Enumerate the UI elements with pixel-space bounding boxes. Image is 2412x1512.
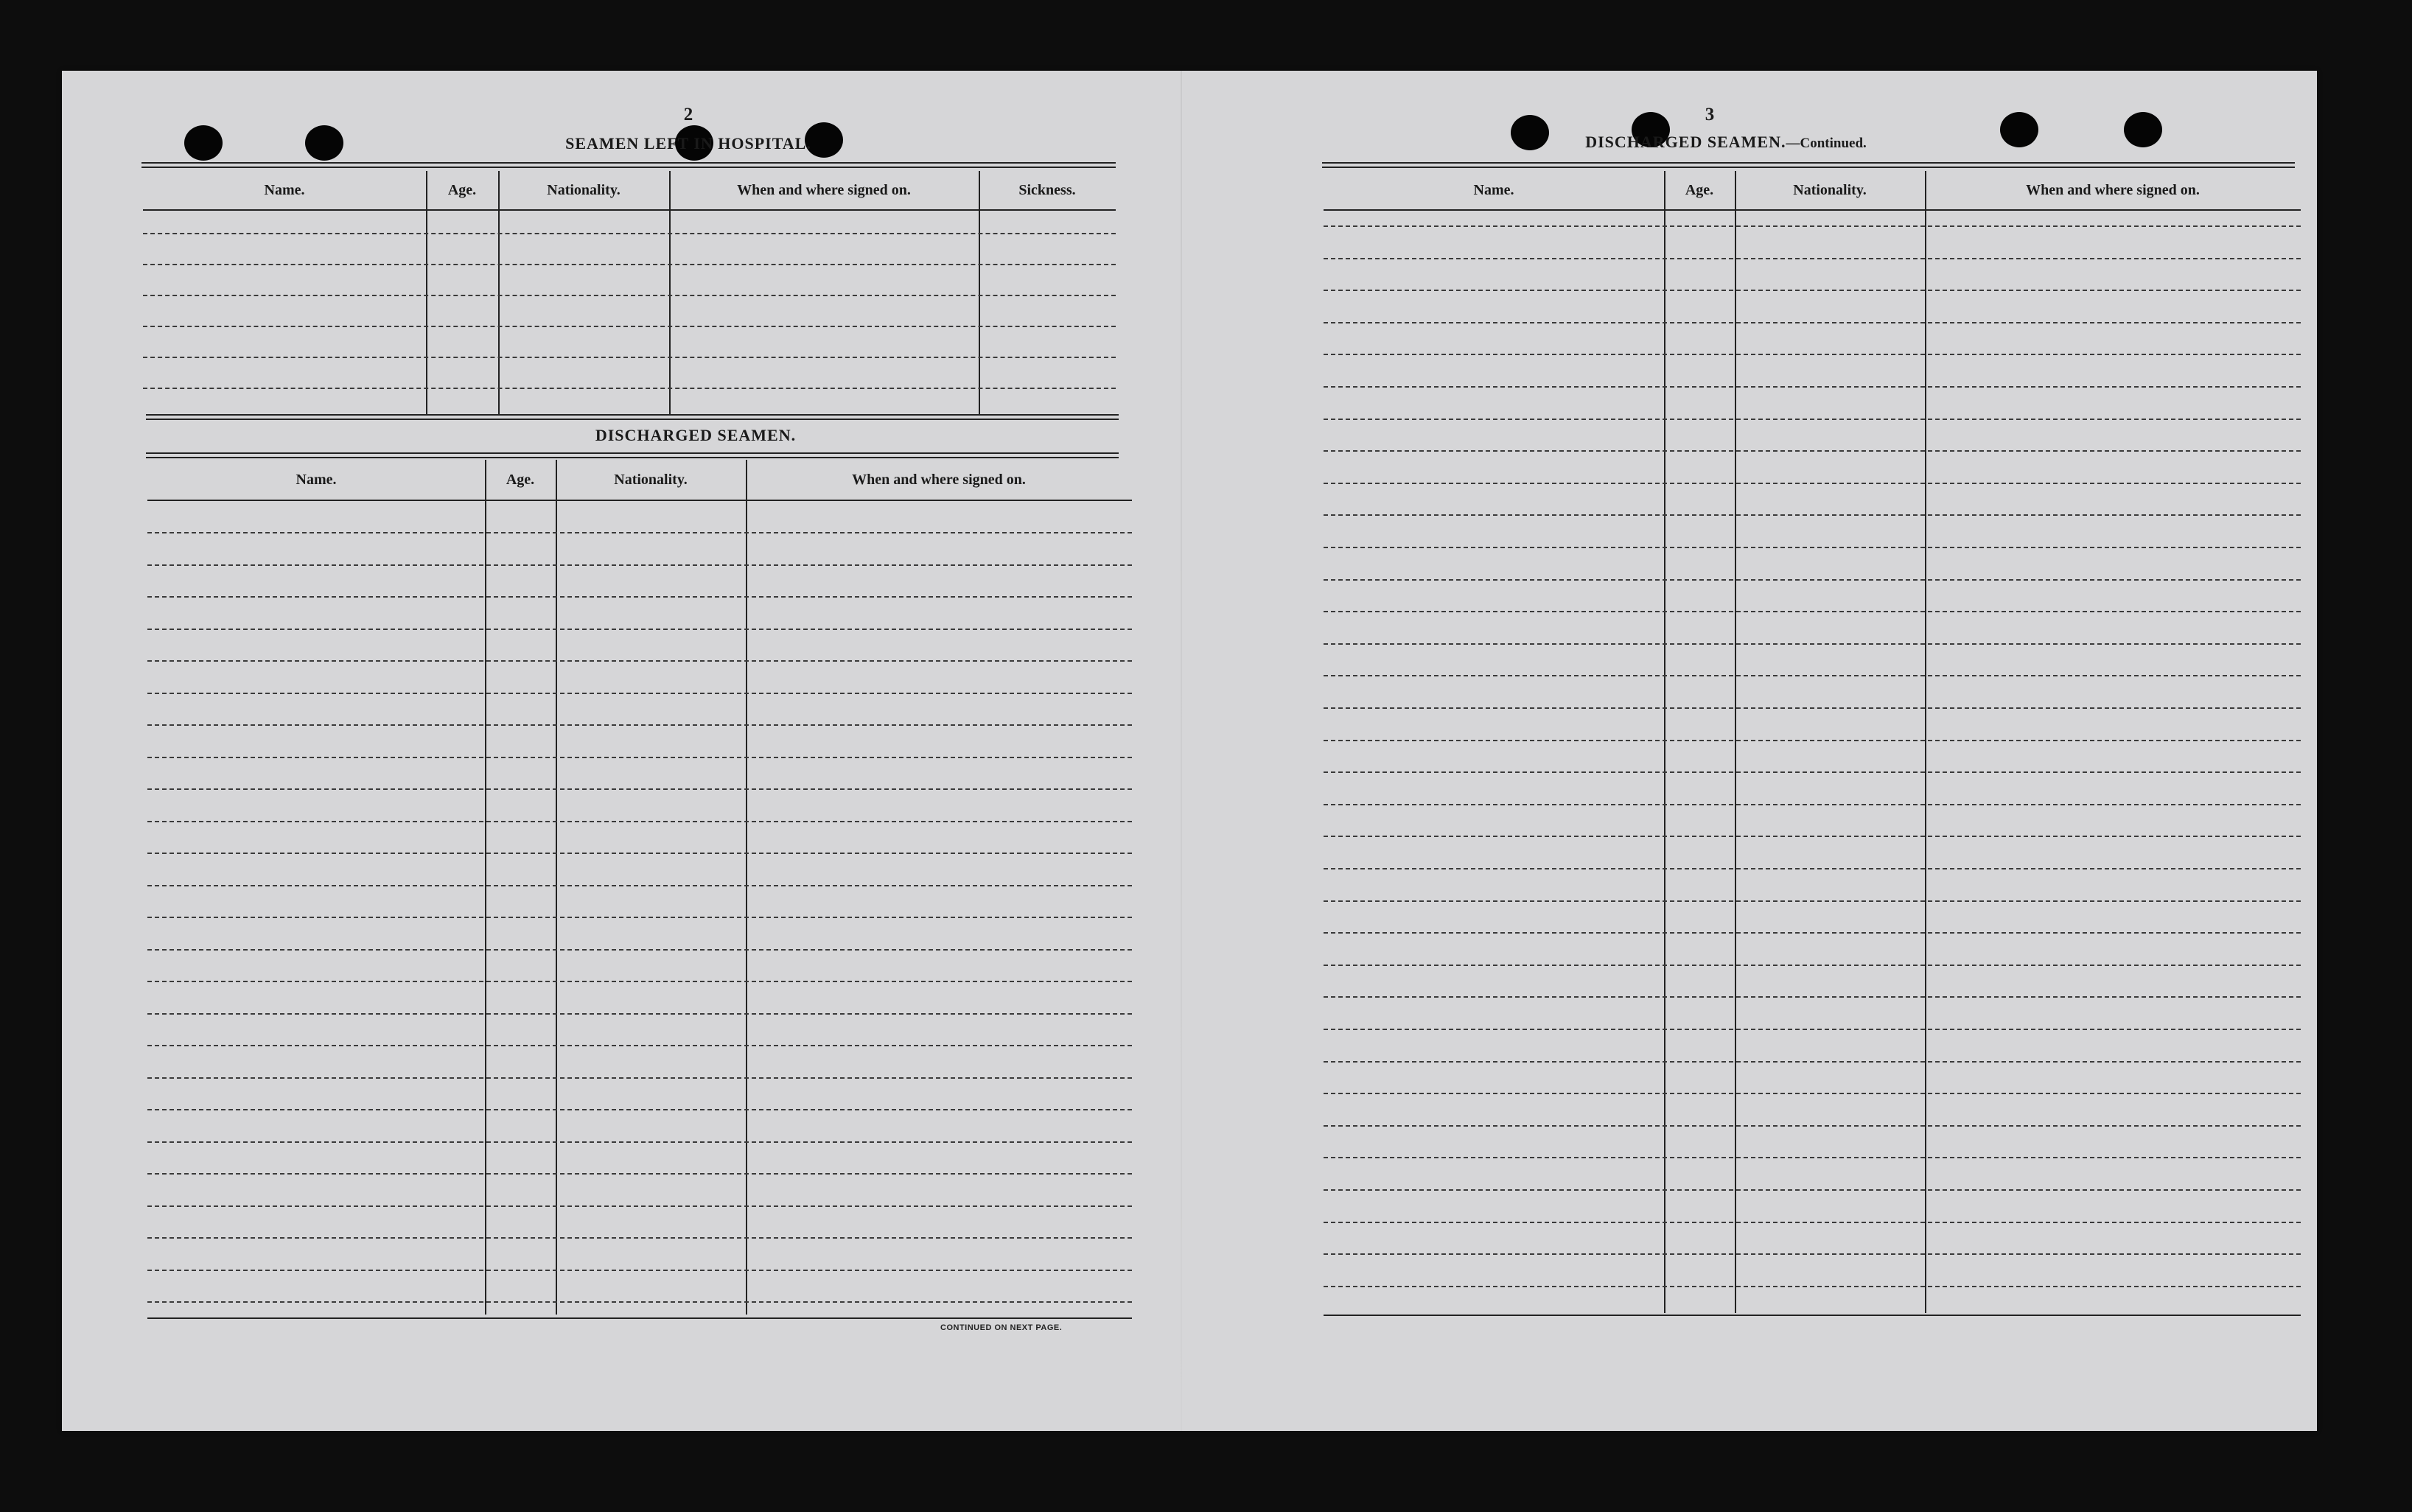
column-divider (485, 460, 486, 1315)
ruled-row-line (1324, 868, 2301, 869)
ruled-row-line (1324, 1222, 2301, 1223)
column-divider (498, 171, 500, 414)
ruled-row-line (147, 564, 1132, 566)
ruled-row-line (1324, 290, 2301, 291)
ruled-row-line (1324, 1157, 2301, 1158)
ruled-row-line (1324, 740, 2301, 741)
column-header-name: Name. (1473, 181, 1514, 198)
ruled-row-line (1324, 1125, 2301, 1127)
ruled-row-line (1324, 643, 2301, 645)
ruled-row-line (1324, 611, 2301, 612)
ruled-row-line (147, 981, 1132, 982)
column-divider (979, 171, 980, 414)
column-header-signed-on: When and where signed on. (2026, 181, 2200, 198)
column-header-age: Age. (506, 471, 535, 488)
ruled-row-line (143, 295, 1116, 296)
discharged-continued-title (1534, 133, 1918, 152)
ruled-row-line (147, 885, 1132, 886)
ruled-row-line (1324, 579, 2301, 581)
hospital-section-title: SEAMEN LEFT IN HOSPITAL. (565, 134, 811, 153)
ruled-row-line (1324, 996, 2301, 998)
ruled-row-line (1324, 965, 2301, 966)
discharged-table (147, 460, 1132, 1315)
ruled-row-line (1324, 1093, 2301, 1094)
ruled-row-line (147, 949, 1132, 951)
column-divider (1735, 171, 1736, 1313)
ruled-row-line (147, 1237, 1132, 1239)
ruled-row-line (147, 853, 1132, 854)
ruled-row-line (1324, 514, 2301, 516)
ruled-row-line (143, 264, 1116, 265)
column-header-name: Name. (296, 471, 337, 488)
table-header (1324, 171, 2301, 211)
column-divider (556, 460, 557, 1315)
ruled-row-line (1324, 419, 2301, 420)
ruled-row-line (1324, 354, 2301, 355)
ruled-row-line (147, 1077, 1132, 1079)
ruled-row-line (147, 532, 1132, 533)
ruled-row-line (143, 326, 1116, 327)
title-rule (1322, 162, 2295, 168)
title-rule (141, 162, 1116, 168)
ruled-row-line (147, 1109, 1132, 1110)
ruled-row-line (1324, 258, 2301, 259)
column-header-signed-on: When and where signed on. (737, 181, 911, 198)
ruled-row-line (1324, 771, 2301, 773)
column-header-age: Age. (447, 181, 477, 198)
ruled-row-line (1324, 900, 2301, 902)
ruled-row-line (147, 1141, 1132, 1143)
section-rule (146, 414, 1119, 420)
ruled-row-line (1324, 1286, 2301, 1287)
ruled-row-line (147, 821, 1132, 822)
column-divider (746, 460, 747, 1315)
ruled-row-line (147, 1301, 1132, 1303)
ruled-row-line (1324, 483, 2301, 484)
ruled-row-line (1324, 804, 2301, 805)
ruled-row-line (147, 917, 1132, 918)
ruled-row-line (143, 233, 1116, 234)
ruled-row-line (147, 1045, 1132, 1046)
ruled-row-line (1324, 322, 2301, 323)
ruled-row-line (147, 660, 1132, 662)
ruled-row-line (1324, 932, 2301, 934)
column-header-age: Age. (1685, 181, 1714, 198)
discharged-section-title: DISCHARGED SEAMEN. (595, 426, 797, 444)
ruled-row-line (147, 1013, 1132, 1015)
ledger-sheet (62, 71, 2317, 1431)
column-divider (669, 171, 671, 414)
ruled-row-line (1324, 1029, 2301, 1030)
section-rule (146, 452, 1119, 458)
column-divider (1664, 171, 1665, 1313)
column-header-sickness: Sickness. (1018, 181, 1076, 198)
column-divider (426, 171, 427, 414)
ruled-row-line (147, 1270, 1132, 1271)
page-number: 3 (1705, 105, 1715, 125)
ruled-row-line (147, 693, 1132, 694)
ruled-row-line (143, 388, 1116, 389)
ruled-row-line (147, 788, 1132, 790)
ruled-row-line (1324, 836, 2301, 837)
column-header-nationality: Nationality. (614, 471, 688, 488)
column-header-nationality: Nationality. (547, 181, 621, 198)
column-divider (1925, 171, 1926, 1313)
table-bottom-rule (1324, 1315, 2301, 1316)
ruled-row-line (1324, 707, 2301, 709)
ruled-row-line (1324, 386, 2301, 388)
ruled-row-line (1324, 1061, 2301, 1063)
continued-note: CONTINUED ON NEXT PAGE. (940, 1323, 1063, 1332)
ruled-row-line (147, 1173, 1132, 1175)
ruled-row-line (1324, 450, 2301, 452)
column-header-signed-on: When and where signed on. (852, 471, 1026, 488)
table-header (143, 171, 1116, 211)
ruled-row-line (147, 724, 1132, 726)
section-title-text: DISCHARGED SEAMEN. (1585, 133, 1786, 151)
ruled-row-line (143, 357, 1116, 358)
ruled-row-line (1324, 1253, 2301, 1255)
right-page (1182, 71, 2317, 1431)
ruled-row-line (147, 757, 1132, 758)
table-bottom-rule (147, 1317, 1132, 1319)
hospital-table (143, 171, 1116, 414)
column-header-nationality: Nationality. (1793, 181, 1867, 198)
ruled-row-line (1324, 675, 2301, 676)
ruled-row-line (147, 1205, 1132, 1207)
discharged-continued-table (1324, 171, 2301, 1313)
page-number: 2 (683, 105, 693, 125)
column-header-name: Name. (264, 181, 305, 198)
ruled-row-line (147, 596, 1132, 598)
table-header (147, 460, 1132, 501)
ruled-row-line (1324, 225, 2301, 227)
left-page (62, 71, 1182, 1431)
ruled-row-line (1324, 547, 2301, 548)
section-title-suffix: —Continued. (1786, 136, 1867, 151)
ruled-row-line (1324, 1189, 2301, 1191)
ruled-row-line (147, 629, 1132, 630)
